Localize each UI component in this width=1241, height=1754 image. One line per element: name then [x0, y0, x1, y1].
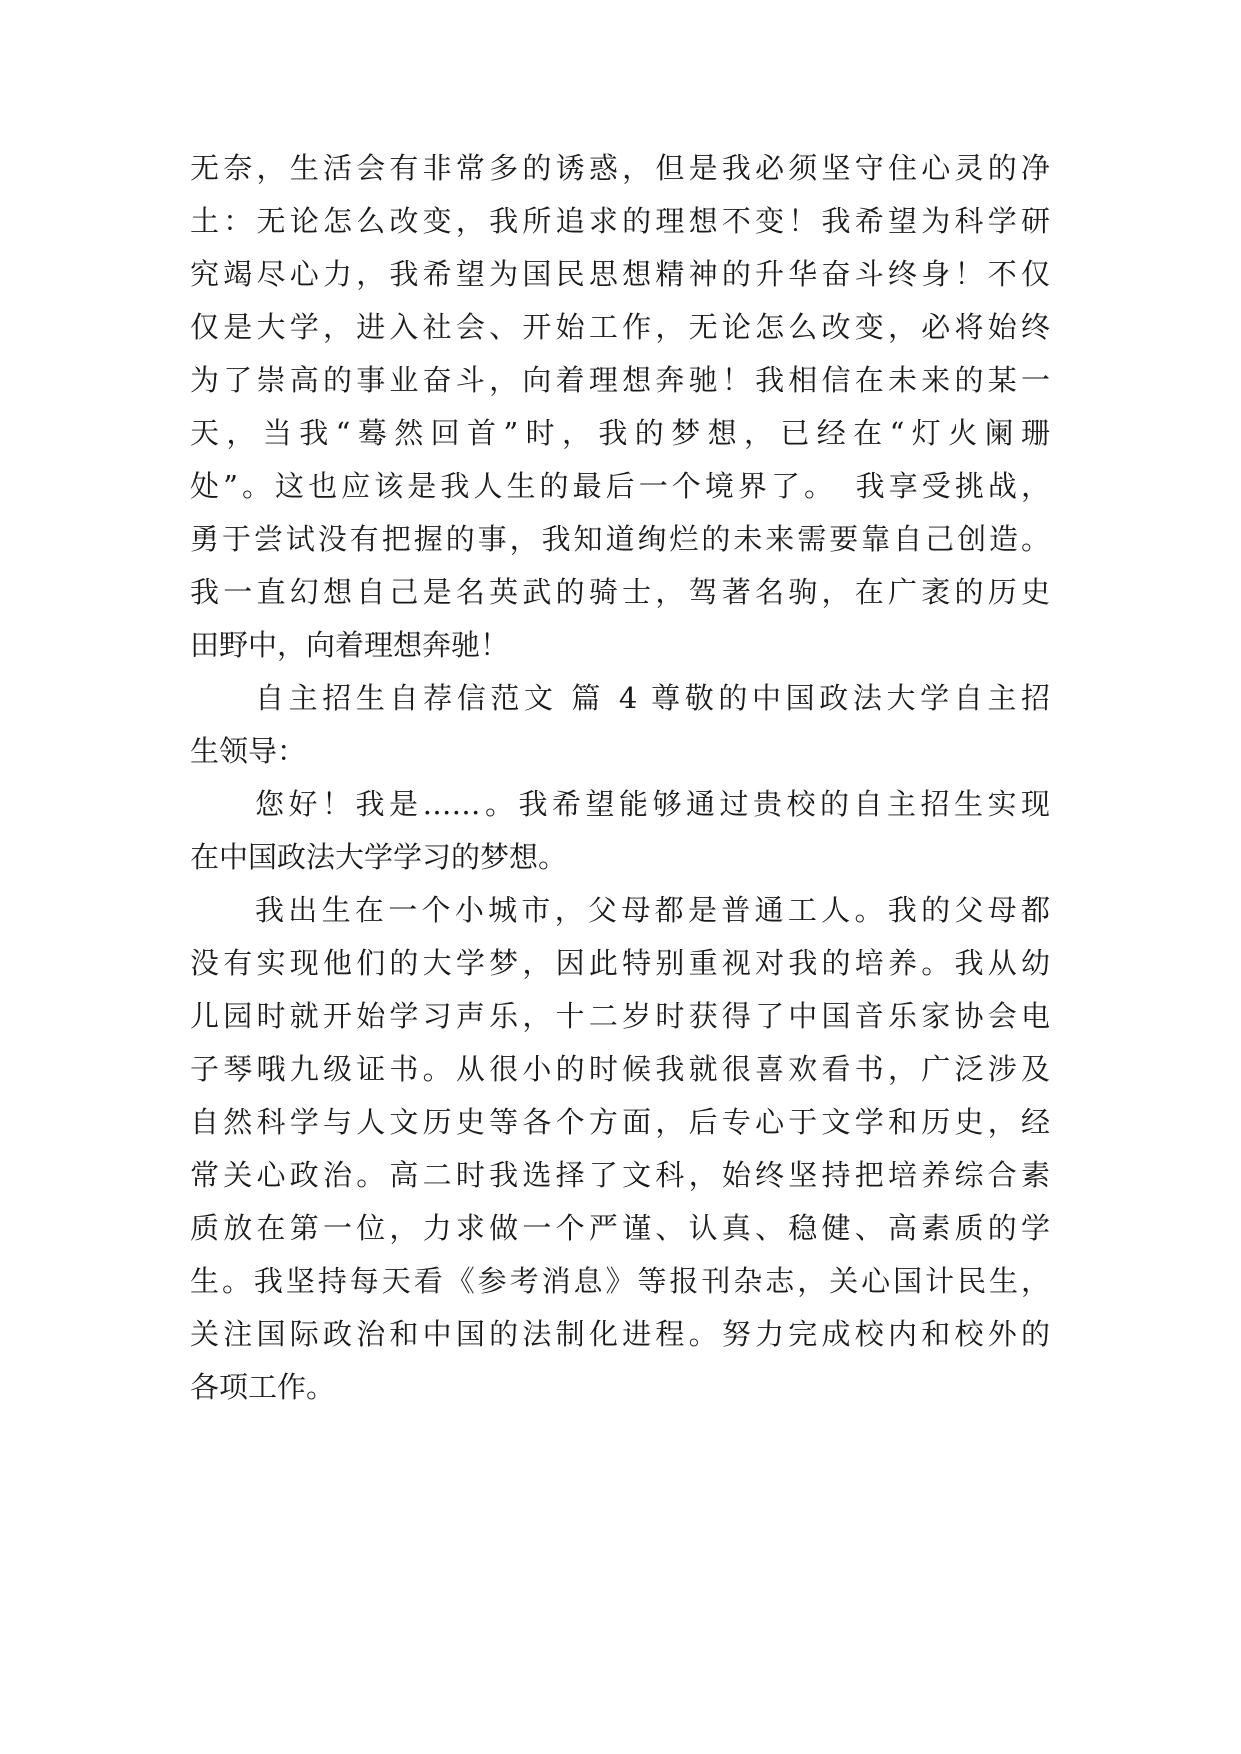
text-line: 我出生在一个小城市，父母都是普通工人。我的父母都 — [255, 893, 1050, 927]
text-line: 没有实现他们的大学梦，因此特别重视对我的培养。我从幼 — [190, 946, 1050, 980]
text-line: 处”。这也应该是我人生的最后一个境界了。 我享受挑战， — [190, 469, 1050, 503]
text-line: 常关心政治。高二时我选择了文科，始终坚持把培养综合素 — [190, 1158, 1050, 1192]
text-line: 无奈，生活会有非常多的诱惑，但是我必须坚守住心灵的净 — [190, 151, 1050, 185]
text-line: 天，当我“蓦然回首”时，我的梦想，已经在“灯火阑珊 — [190, 416, 1050, 450]
text-line: 土：无论怎么改变，我所追求的理想不变！我希望为科学研 — [190, 204, 1050, 238]
text-line: 生。我坚持每天看《参考消息》等报刊杂志，关心国计民生， — [190, 1264, 1050, 1298]
text-line: 子琴哦九级证书。从很小的时候我就很喜欢看书，广泛涉及 — [190, 1052, 1050, 1086]
text-line: 我一直幻想自己是名英武的骑士，驾著名驹，在广袤的历史 — [190, 575, 1050, 609]
section-heading: 自主招生自荐信范文 篇 4 尊敬的中国政法大学自主招 — [255, 681, 1050, 715]
text-line: 质放在第一位，力求做一个严谨、认真、稳健、高素质的学 — [190, 1211, 1050, 1245]
text-line: 究竭尽心力，我希望为国民思想精神的升华奋斗终身！不仅 — [190, 257, 1050, 291]
text-line: 田野中，向着理想奔驰！ — [190, 628, 510, 662]
text-line: 儿园时就开始学习声乐，十二岁时获得了中国音乐家协会电 — [190, 999, 1050, 1033]
text-line: 关注国际政治和中国的法制化进程。努力完成校内和校外的 — [190, 1317, 1050, 1351]
text-line: 您好！我是……。我希望能够通过贵校的自主招生实现 — [255, 787, 1050, 821]
text-line: 为了崇高的事业奋斗，向着理想奔驰！我相信在未来的某一 — [190, 363, 1050, 397]
text-line: 仅是大学，进入社会、开始工作，无论怎么改变，必将始终 — [190, 310, 1050, 344]
text-line: 自然科学与人文历史等各个方面，后专心于文学和历史，经 — [190, 1105, 1050, 1139]
text-line: 在中国政法大学学习的梦想。 — [190, 840, 568, 874]
text-line: 生领导： — [190, 734, 307, 768]
text-line: 各项工作。 — [190, 1370, 336, 1404]
text-line: 勇于尝试没有把握的事，我知道绚烂的未来需要靠自己创造。 — [190, 522, 1050, 556]
